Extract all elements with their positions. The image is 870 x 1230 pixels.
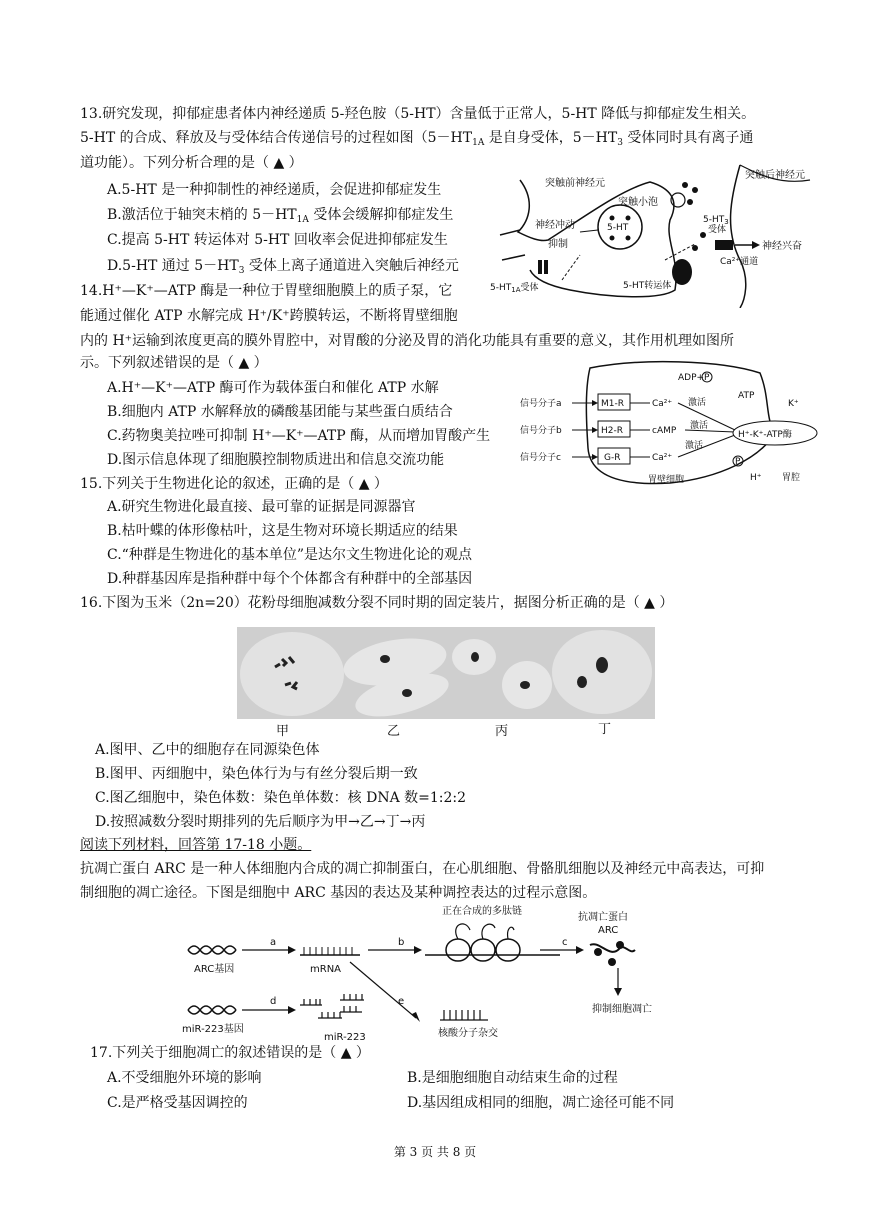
- q14-stem-line2: 能通过催化 ATP 水解完成 H⁺/K⁺跨膜转运，不断将胃壁细胞: [80, 308, 458, 324]
- lumen-label: 胃腔: [782, 473, 801, 483]
- cell-label: 胃壁细胞: [648, 475, 685, 485]
- q16-option-a: A.图甲、乙中的细胞存在同源染色体: [95, 742, 320, 758]
- q14-option-c: C.药物奥美拉唑可抑制 H⁺—K⁺—ATP 酶，从而增加胃酸产生: [107, 428, 491, 444]
- h-ion-label: H⁺: [750, 473, 762, 483]
- p-circle-label: P: [704, 373, 710, 383]
- micrograph-label-bing: 丙: [495, 724, 509, 739]
- mir-label: miR-223: [324, 1032, 366, 1043]
- k-ion-label: K⁺: [788, 399, 799, 409]
- q13-stem-line1: 13.研究发现，抑郁症患者体内神经递质 5-羟色胺（5-HT）含量低于正常人，5-HT 降低与抑郁症发生相关。: [80, 106, 756, 122]
- transporter-label: 5-HT转运体: [623, 281, 672, 291]
- q17-stem: 17.下列关于细胞凋亡的叙述错误的是（ ▲ ）: [90, 1045, 370, 1061]
- h2-receptor-label: H2-R: [601, 426, 623, 436]
- enzyme-label: H⁺-K⁺-ATP酶: [738, 430, 792, 440]
- step-c-label: c: [562, 937, 568, 948]
- q15-option-a: A.研究生物进化最直接、最可靠的证据是同源器官: [107, 499, 416, 515]
- inhibit-apoptosis-label: 抑制细胞凋亡: [592, 1004, 652, 1015]
- arc-gene-label: ARC基因: [194, 964, 235, 975]
- atp-label: ATP: [738, 391, 755, 401]
- signal-b-label: 信号分子b: [520, 426, 562, 436]
- polypeptide-label: 正在合成的多肽链: [442, 906, 522, 917]
- transporter-shape: [672, 259, 692, 285]
- q14-stem-line1: 14.H⁺—K⁺—ATP 酶是一种位于胃壁细胞膜上的质子泵，它: [80, 283, 453, 299]
- q17-option-c: C.是严格受基因调控的: [107, 1095, 248, 1111]
- signal-a-label: 信号分子a: [520, 399, 562, 409]
- q14-option-a: A.H⁺—K⁺—ATP 酶可作为载体蛋白和催化 ATP 水解: [107, 380, 439, 396]
- q13-option-d: D.5-HT 通过 $5-HT_3$ 受体上离子通道进入突触后神经元: [107, 258, 459, 276]
- q13-option-a: A.5-HT 是一种抑制性的神经递质，会促进抑郁症发生: [107, 182, 442, 198]
- activate3-label: 激活: [685, 441, 704, 451]
- signal-c-label: 信号分子c: [520, 453, 561, 463]
- r3-label: $5-HT_3$: [703, 215, 729, 226]
- material-title: 阅读下列材料，回答第 17-18 小题。: [80, 837, 312, 853]
- q15-option-c: C.“种群是生物进化的基本单位”是达尔文生物进化论的观点: [107, 547, 472, 563]
- p2-label: P: [735, 457, 741, 467]
- camp-label: cAMP: [652, 426, 677, 436]
- step-d-label: d: [270, 996, 277, 1007]
- micrograph-label-ding: 丁: [598, 722, 612, 737]
- presyn-label: 突触前神经元: [545, 178, 605, 189]
- r1a-label: $5-HT_{1A}$受体: [490, 283, 539, 294]
- q16-stem: 16.下图为玉米（2n=20）花粉母细胞减数分裂不同时期的固定装片，据图分析正确的是（ ▲ ）: [80, 595, 674, 611]
- mrna-label: mRNA: [310, 964, 342, 975]
- activate2-label: 激活: [690, 421, 709, 431]
- activate1-label: 激活: [688, 398, 707, 408]
- material-paragraph-line1: 抗凋亡蛋白 ARC 是一种人体细胞内合成的凋亡抑制蛋白，在心肌细胞、骨骼肌细胞以及神经元中高表达，可抑: [80, 861, 765, 877]
- g-receptor-label: G-R: [604, 453, 621, 463]
- parietal-cell-diagram: [520, 358, 820, 488]
- q14-option-d: D.图示信息体现了细胞膜控制物质进出和信息交流功能: [107, 452, 445, 468]
- micrograph-label-jia: 甲: [276, 724, 290, 739]
- q16-option-c: C.图乙细胞中，染色体数：染色单体数：核 DNA 数=1:2:2: [95, 790, 467, 806]
- vesicle-ht-label: 5-HT: [607, 223, 629, 233]
- step-a-label: a: [270, 937, 277, 948]
- q17-option-b: B.是细胞细胞自动结束生命的过程: [407, 1070, 618, 1086]
- m1-receptor-label: M1-R: [601, 399, 624, 409]
- adp-label: ADP+: [678, 373, 705, 383]
- impulse-label: 神经冲动: [535, 220, 575, 231]
- q14-option-b: B.细胞内 ATP 水解释放的磷酸基团能与某些蛋白质结合: [107, 404, 453, 420]
- arc-protein-label2: ARC: [598, 925, 619, 936]
- q17-option-d: D.基因组成相同的细胞，凋亡途径可能不同: [407, 1095, 675, 1111]
- excite-label: 神经兴奋: [762, 241, 802, 252]
- arc-expression-diagram: [180, 900, 700, 1045]
- q13-option-b: B.激活位于轴突末梢的 $5-HT_{1A}$ 受体会缓解抑郁症发生: [107, 207, 454, 225]
- q15-option-d: D.种群基因库是指种群中每个个体都含有种群中的全部基因: [107, 571, 473, 587]
- page-footer: 第 3 页 共 8 页: [393, 1145, 477, 1159]
- mir-gene-label: miR-223基因: [182, 1024, 244, 1035]
- ca2-label: Ca²⁺: [652, 453, 673, 463]
- arc-protein-label1: 抗凋亡蛋白: [578, 912, 628, 923]
- q14-stem-line3: 内的 H⁺运输到浓度更高的膜外胃腔中，对胃酸的分泌及胃的消化功能具有重要的意义，其作用机理如图所: [80, 333, 735, 349]
- step-b-label: b: [398, 937, 405, 948]
- q17-option-a: A.不受细胞外环境的影响: [107, 1070, 262, 1086]
- r3-receptor-shape: [715, 240, 733, 250]
- ca-channel-label: Ca²⁺通道: [720, 257, 759, 267]
- q16-option-d: D.按照减数分裂时期排列的先后顺序为甲→乙→丁→丙: [95, 814, 426, 830]
- micrograph-panel: [237, 627, 655, 719]
- q16-option-b: B.图甲、丙细胞中，染色体行为与有丝分裂后期一致: [95, 766, 418, 782]
- q14-stem-line4: 示。下列叙述错误的是（ ▲ ）: [80, 355, 268, 371]
- q15-stem: 15.下列关于生物进化论的叙述，正确的是（ ▲ ）: [80, 476, 388, 492]
- q15-option-b: B.枯叶蝶的体形像枯叶，这是生物对环境长期适应的结果: [107, 523, 458, 539]
- q13-option-c: C.提高 5-HT 转运体对 5-HT 回收率会促进抑郁症发生: [107, 232, 448, 248]
- postsyn-label: 突触后神经元: [745, 170, 805, 181]
- vesicle-label: 突触小泡: [618, 197, 658, 208]
- micrograph-svg: [237, 627, 655, 719]
- ca1-label: Ca²⁺: [652, 399, 673, 409]
- step-e-label: e: [398, 996, 405, 1007]
- synapse-diagram: [490, 160, 820, 308]
- hybrid-label: 核酸分子杂交: [438, 1028, 498, 1039]
- q13-stem-line3: 道功能）。下列分析合理的是（ ▲ ）: [80, 155, 303, 171]
- q13-stem-line2: 5-HT 的合成、释放及与受体结合传递信号的过程如图（$5-HT_{1A}$ 是自身受体，$5-HT_3$ 受体同时具有离子通: [80, 130, 754, 148]
- micrograph-label-yi: 乙: [387, 724, 401, 739]
- r3-receptor-label: 受体: [708, 225, 727, 235]
- inhibit-label: 抑制: [548, 239, 568, 250]
- material-paragraph-line2: 制细胞的凋亡途径。下图是细胞中 ARC 基因的表达及某种调控表达的过程示意图。: [80, 885, 597, 901]
